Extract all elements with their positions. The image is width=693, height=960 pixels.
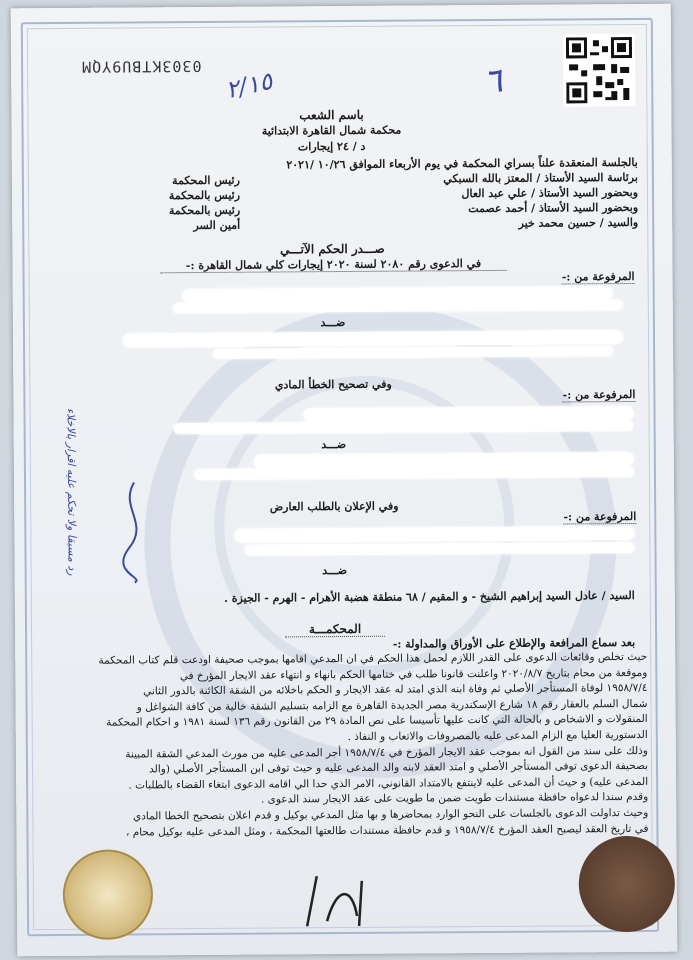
serial-number: 0303KTBU9YQM	[81, 56, 202, 76]
court-name: محكمة شمال القاهرة الابتدائية	[261, 123, 402, 138]
handwritten-number: ٢/١٥	[223, 66, 275, 105]
redaction-bar	[234, 526, 634, 543]
judge1-role: رئيس بالمحكمة	[168, 188, 241, 203]
against-label-1: ضـــد	[320, 315, 346, 330]
judgment-line: الدستورية العليا مع الزام المدعى عليه بالمصروفات والاتعاب و النفاذ .	[347, 728, 648, 743]
judge2-role: رئيس بالمحكمة	[168, 203, 241, 218]
court-circuit: د / ٢٤ إيجارات	[297, 139, 366, 154]
court-heading: المحكمـــة	[285, 622, 385, 638]
judgment-line: شمال السلم بالعقار رقم ١٨ شارع الإسكندرية مصر الجديدة القاهرة مع الزامه بتسليم الشقة خالية من كافة الشواغل و	[136, 697, 648, 714]
counter-claim-heading: وفي الإعلان بالطلب العارض	[269, 499, 399, 514]
qr-code-icon	[563, 34, 636, 107]
judge1-line: وبحضور السيد الأستاذ / علي عبد العال	[461, 185, 639, 201]
handwritten-side-note: رد مسبقا ولا تحكم عليه اقرار بالاخلاء	[64, 407, 79, 576]
case-number-line: في الدعوى رقم ٢٠٨٠ لسنة ٢٠٢٠ إيجارات كلي شمال القاهرة :-	[160, 257, 506, 273]
wax-stamp-icon	[578, 836, 675, 933]
judgment-line: وموقعة من محام بتاريخ ٢٠٢٠/٨/٧ واعلنت قانونا طلب في ختامها الحكم بانهاء و انتهاء عقد الايجار المؤرخ في	[179, 666, 648, 682]
presidency-role: رئيس المحكمة	[172, 173, 240, 188]
judgment-line: وحيث تداولت الدعوى بالجلسات على النحو الوارد بمحاضرها و بها مثل المدعي بوكيل و قدم اعلان بتصحيح الخطا المادي	[132, 806, 649, 823]
judgment-line: المدعى عليه) و حيث أن المدعى عليه لاينتفع بالامتداد القانوني، الامر الذي حدا الي اقامه الدعوى ابتغاء القضاء بالطلبات .	[128, 775, 649, 792]
judgment-line: المنقولات و الاشخاص و بالحالة التي كانت عليها تأسيسا على نص المادة ٢٩ من القانون رقم ١٣٦ لسنة ١٩٨١ و احكام المحكمة	[106, 713, 648, 730]
court-document-page	[11, 4, 678, 957]
against-label-3: ضـــد	[322, 563, 348, 578]
presidency-line: برئاسة السيد الأستاذ / المعتز بالله السبكي	[443, 170, 638, 186]
correction-heading: وفي تصحيح الخطأ المادي	[274, 377, 392, 392]
gold-seal-icon	[63, 849, 154, 940]
defendant-line: السيد / عادل السيد إبراهيم الشيخ - و المقيم / ٦٨ منطقة هضبة الأهرام - الهرم - الجيزة .	[224, 588, 635, 605]
filed-by-label-2: المرفوعة من :-	[562, 387, 636, 402]
judgment-line: حيث تخلص وقائعات الدعوى على القدر اللازم لحمل هذا الحكم في ان المدعي اقامها بموجب صحيفة اودعت قلم كتاب المحكمة	[98, 650, 648, 667]
judgment-line: ١٩٥٨/٧/٤ لوفاة المستأجر الأصلي ثم وفاة ابنه الذي امتد له عقد الايجار و الحكم باخلائه من الشقة الكائنة بالدور الثاني	[143, 682, 648, 698]
judgment-line: وذلك على سند من القول انه بموجب عقد الايجار المؤرخ في ١٩٥٨/٧/٤ أجر المدعى عليه من مورث المدعي الشقة المبينة	[125, 744, 648, 761]
judgment-line: في تاريخ العقد ليصبح العقد المؤرخ ١٩٥٨/٧/٤ و قدم حافظة مستندات طالعتها المحكمة ، ومثل المدعى عليه بوكيل محام ،	[125, 822, 649, 839]
ruling-title: صـــدر الحكم الآتـــي	[280, 241, 385, 257]
people-heading: باسم الشعب	[299, 107, 364, 123]
handwritten-mark: ٦	[481, 60, 506, 103]
after-hearing-line: بعد سماع المرافعة والإطلاع على الأوراق والمداولة :-	[392, 635, 636, 651]
session-line: بالجلسة المنعقدة علناً بسراي المحكمة في يوم الأربعاء الموافق ١٠/٢٦ /٢٠٢١	[286, 155, 638, 172]
judgment-line: وقدم سندا لدعواه حافظة مستندات طويت ضمن ما طويت على عقد الايجار سند الدعوى .	[260, 791, 649, 806]
filed-by-label-1: المرفوعة من :-	[561, 269, 635, 284]
secretary-role: أمين السر	[193, 218, 241, 233]
against-label-2: ضـــد	[321, 437, 347, 452]
handwritten-signature-bottom	[297, 866, 377, 937]
judgment-line: بصحيفة الدعوى توفى المستأجر الأصلي و امتد العقد لابنه والد المدعى عليه و حيث توفى ابن المستأجر الأصلي (والد	[149, 760, 649, 776]
handwritten-signature-left	[114, 477, 155, 587]
filed-by-label-3: المرفوعة من :-	[563, 509, 637, 524]
judge2-line: وبحضور السيد الأستاذ / أحمد عصمت	[468, 200, 639, 216]
secretary-line: والسيد / حسين محمد خير	[518, 215, 639, 230]
judgment-body	[87, 650, 648, 841]
